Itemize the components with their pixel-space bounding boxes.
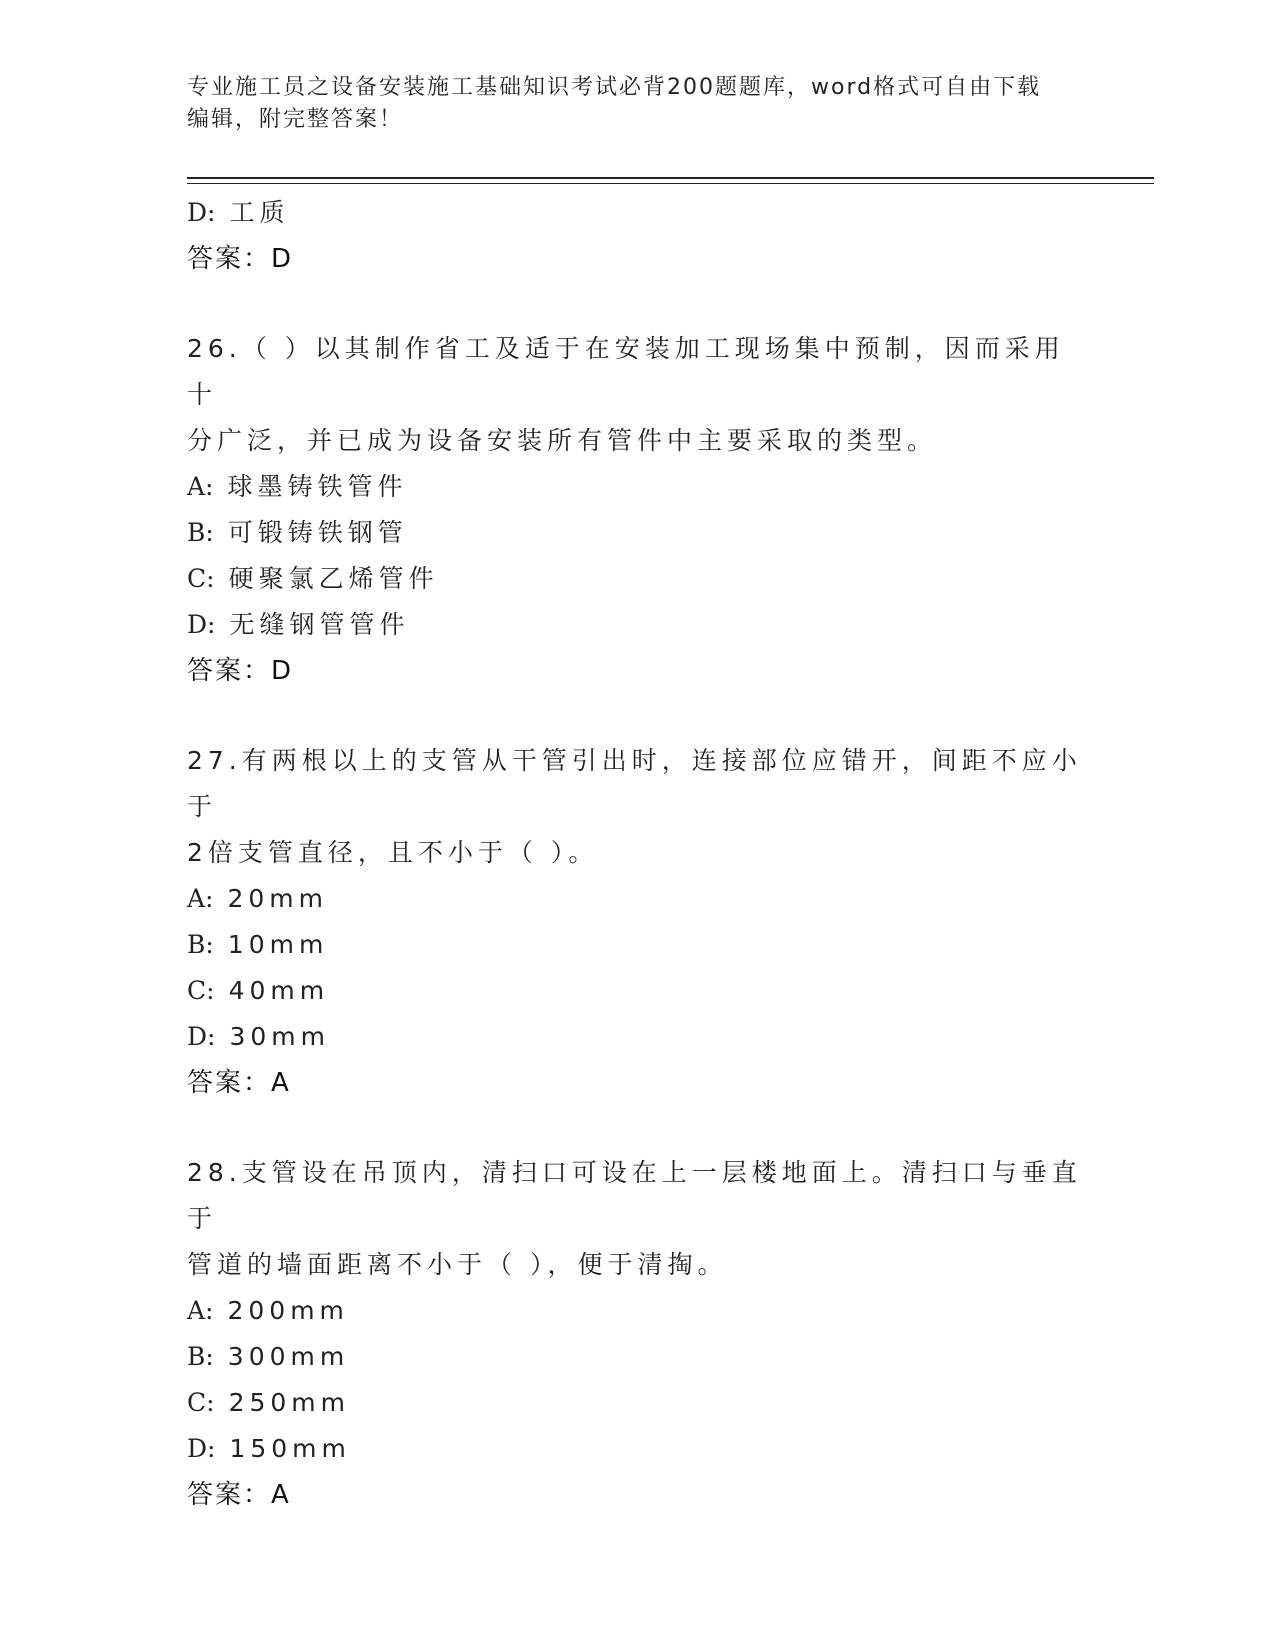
question-stem-line-1: 26.（ ）以其制作省工及适于在安装加工现场集中预制，因而采用十 — [187, 334, 1065, 409]
header-line-2: 编辑，附完整答案！ — [187, 107, 404, 132]
option-text: 球墨铸铁管件 — [227, 472, 408, 501]
option-text: 可锻铸铁钢管 — [227, 518, 408, 547]
option-letter: D: — [187, 1434, 216, 1463]
option-d — [187, 602, 1087, 648]
question-26 — [187, 326, 1087, 694]
spacer — [187, 1106, 1087, 1150]
option-text: 20mm — [227, 884, 329, 913]
header-divider-thin — [187, 183, 1154, 184]
option-d — [187, 190, 1087, 236]
option-letter: C: — [187, 564, 215, 593]
option-a — [187, 876, 1087, 922]
answer-line: 答案：A — [187, 1068, 291, 1098]
option-text: 300mm — [227, 1342, 350, 1371]
question-stem-line-2: 2倍支管直径，且不小于（ ）。 — [187, 838, 599, 867]
option-d — [187, 1426, 1087, 1472]
question-stem-line-1: 28.支管设在吊顶内，清扫口可设在上一层楼地面上。清扫口与垂直于 — [187, 1158, 1082, 1233]
option-letter: A: — [187, 472, 214, 501]
question-stem-line-2: 分广泛，并已成为设备安装所有管件中主要采取的类型。 — [187, 426, 938, 455]
page-header — [187, 72, 1087, 136]
option-text: 10mm — [227, 930, 329, 959]
option-text: 硬聚氯乙烯管件 — [228, 564, 439, 593]
option-text: 30mm — [229, 1022, 330, 1051]
question-27 — [187, 738, 1087, 1106]
question-stem-line-1: 27.有两根以上的支管从干管引出时，连接部位应错开，间距不应小于 — [187, 746, 1082, 821]
option-b — [187, 510, 1087, 556]
option-a — [187, 1288, 1087, 1334]
option-b — [187, 1334, 1087, 1380]
option-c — [187, 968, 1087, 1014]
option-letter: B: — [187, 930, 214, 959]
option-text: 40mm — [228, 976, 330, 1005]
option-text: 200mm — [227, 1296, 349, 1325]
header-line-1: 专业施工员之设备安装施工基础知识考试必背200题题库，word格式可自由下载 — [187, 75, 1042, 100]
answer-line: 答案：D — [187, 656, 294, 686]
option-letter: C: — [187, 976, 215, 1005]
spacer — [187, 282, 1087, 326]
spacer — [187, 694, 1087, 738]
option-letter: A: — [187, 1296, 214, 1325]
option-c — [187, 1380, 1087, 1426]
question-content — [187, 190, 1087, 1518]
answer-line: 答案：D — [187, 244, 294, 274]
option-letter: D: — [187, 198, 216, 227]
option-text: 250mm — [228, 1388, 350, 1417]
option-text: 150mm — [229, 1434, 351, 1463]
question-stem-line-2: 管道的墙面距离不小于（ ），便于清掏。 — [187, 1250, 728, 1279]
answer-line: 答案：A — [187, 1480, 291, 1510]
option-letter: A: — [187, 884, 214, 913]
header-divider-thick — [187, 177, 1154, 179]
option-letter: D: — [187, 610, 216, 639]
option-letter: B: — [187, 518, 214, 547]
option-a — [187, 464, 1087, 510]
question-28 — [187, 1150, 1087, 1518]
option-c — [187, 556, 1087, 602]
option-letter: D: — [187, 1022, 216, 1051]
option-d — [187, 1014, 1087, 1060]
option-text: 无缝钢管管件 — [229, 610, 410, 639]
option-letter: C: — [187, 1388, 215, 1417]
option-letter: B: — [187, 1342, 214, 1371]
option-b — [187, 922, 1087, 968]
option-text: 工质 — [229, 198, 290, 227]
